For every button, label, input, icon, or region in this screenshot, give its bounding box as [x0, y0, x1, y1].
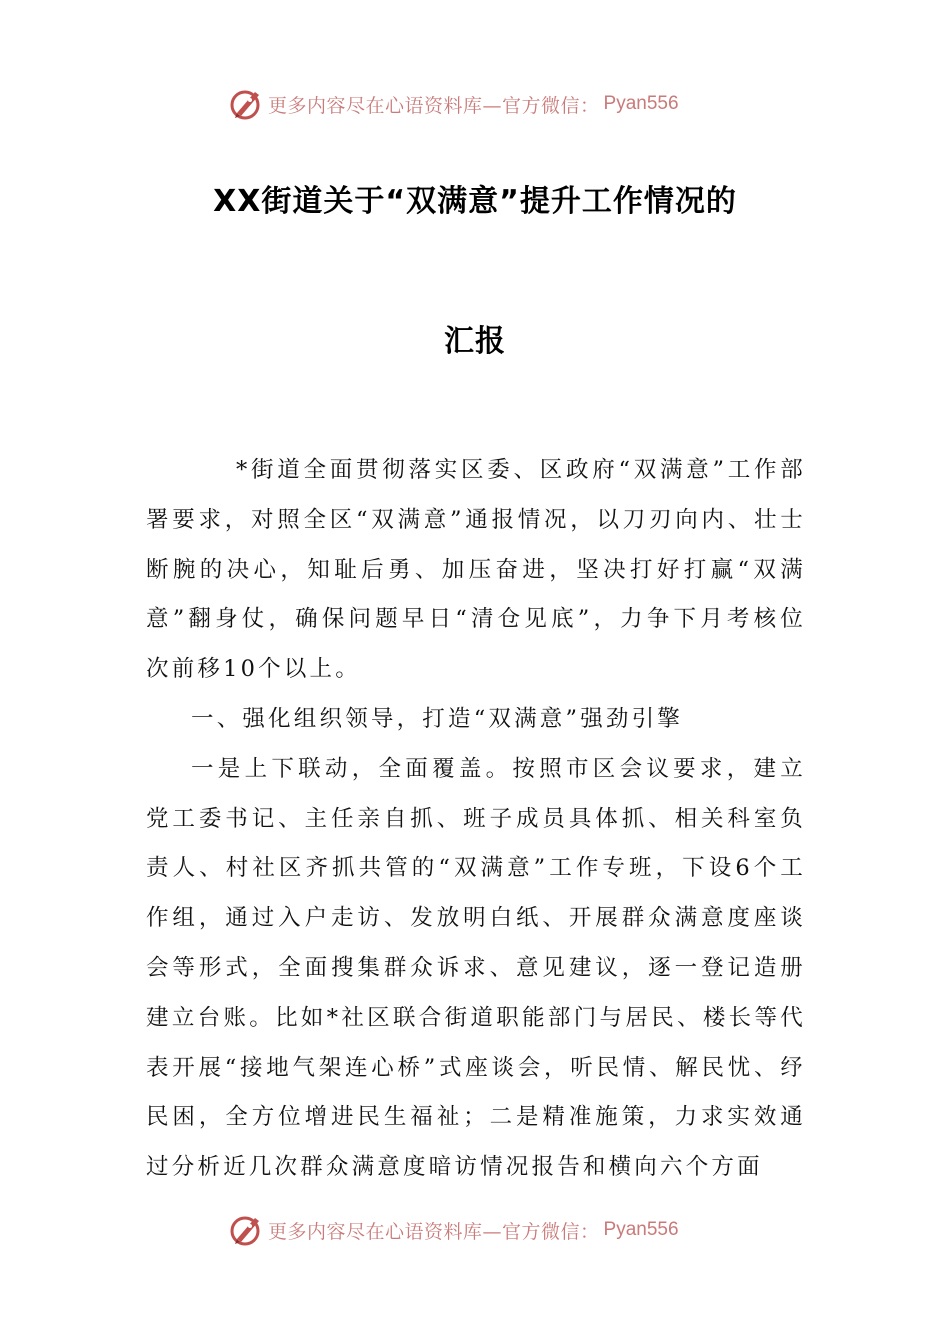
watermark-text: 更多内容尽在心语资料库—官方微信：	[268, 1220, 600, 1243]
watermark-account: Pyan556	[603, 93, 679, 114]
watermark-account: Pyan556	[603, 1219, 679, 1240]
section-heading: 一、强化组织领导，打造“双满意”强劲引擎	[191, 705, 684, 732]
body-paragraph: *街道全面贯彻落实区委、区政府“双满意”工作部署要求，对照全区“双满意”通报情况，以刀刃向内、壮士断腕的决心，知耻后勇、加压奋进，坚决打好打赢“双满意”翻身仗，确保问题早日“清仓见底”，力争下月考核位次前移10个以上。	[146, 457, 806, 683]
watermark-footer	[228, 1212, 679, 1248]
watermark-header	[228, 86, 679, 122]
watermark-text: 更多内容尽在心语资料库—官方微信：	[268, 94, 600, 117]
pen-logo-icon	[228, 1212, 264, 1248]
body-paragraph: 一是上下联动，全面覆盖。按照市区会议要求，建立党工委书记、主任亲自抓、班子成员具体抓、相关科室负责人、村社区齐抓共管的“双满意”工作专班，下设6个工作组，通过入户走访、发放明白纸、开展群众满意度座谈会等形式，全面搜集群众诉求、意见建议，逐一登记造册建立台账。比如*社区联合街道职能部门与居民、楼长等代表开展“接地气架连心桥”式座谈会，听民情、解民忧、纾民困，全方位增进民生福祉；二是精准施策，力求实效通过分析近几次群众满意度暗访情况报告和横向六个方面	[146, 755, 806, 1181]
document-body	[146, 446, 806, 1193]
pen-logo-icon	[228, 86, 264, 122]
document-title-line2: 汇报	[444, 324, 506, 359]
document-title-line1: XX街道关于“双满意”提升工作情况的	[213, 184, 737, 219]
